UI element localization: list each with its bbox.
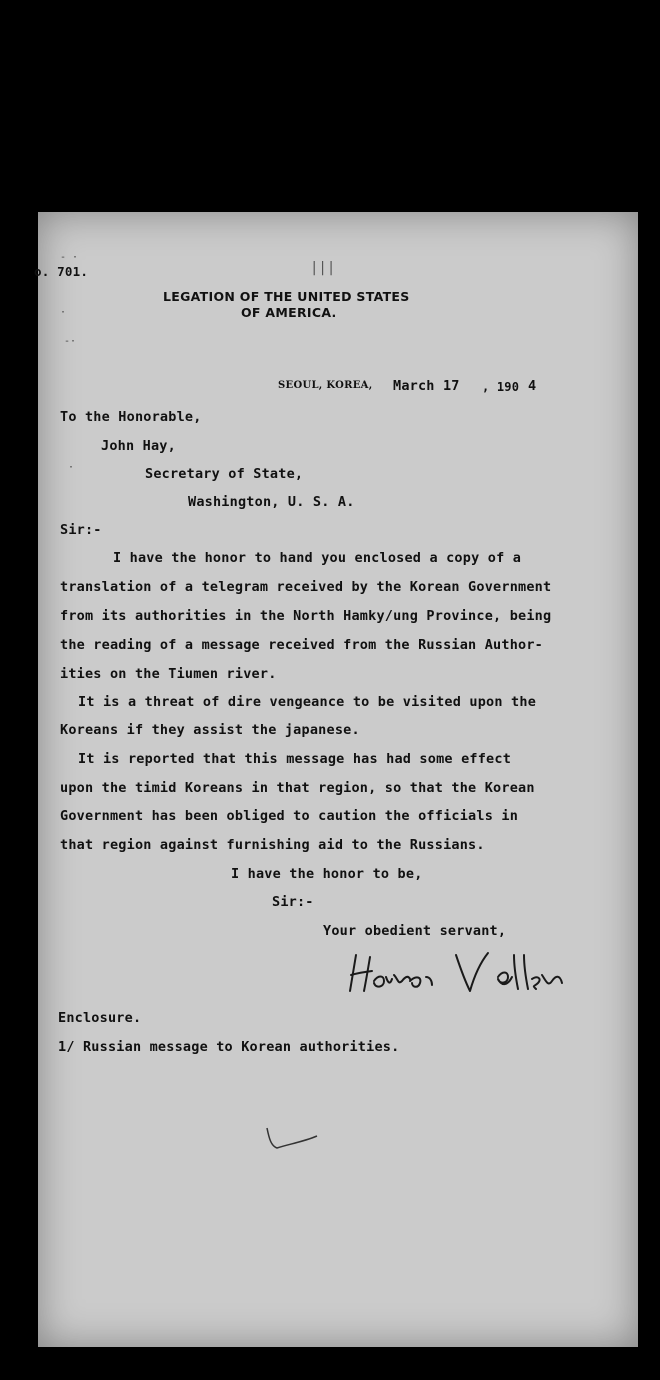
body-line: I have the honor to hand you enclosed a copy of a [113,550,522,566]
body-line: the reading of a message received from the Russian Author- [60,637,544,653]
despatch-number: o. 701. [34,264,89,279]
letterhead-line-2: OF AMERICA. [241,305,337,320]
stray-mark: · [68,462,75,473]
body-line: ities on the Tiumen river. [60,666,277,682]
address-honorific: To the Honorable, [60,409,202,425]
letterhead-line-1: LEGATION OF THE UNITED STATES [163,289,410,304]
body-line: Government has been obliged to caution the officials in [60,808,519,824]
dateline-place: SEOUL, KOREA, [278,380,373,391]
body-line: upon the timid Koreans in that region, so that the Korean [60,780,535,796]
closing-line-3: Your obedient servant, [323,923,507,939]
body-line: It is reported that this message has had some effect [78,751,512,767]
enclosure-item: 1/ Russian message to Korean authorities. [58,1039,400,1055]
stray-mark: ||| [310,260,336,276]
pencil-flourish [263,1124,323,1154]
closing-line-2: Sir:- [272,894,314,910]
body-line: that region against furnishing aid to the Russians. [60,837,485,853]
stray-mark: -· [64,336,77,347]
letter-page [34,212,638,1347]
dateline-year: , 190 [482,380,520,394]
body-line: It is a threat of dire vengeance to be visited upon the [78,694,537,710]
addressee-city: Washington, U. S. A. [188,494,355,510]
enclosure-heading: Enclosure. [58,1010,142,1026]
addressee-title: Secretary of State, [145,466,304,482]
body-line: Koreans if they assist the japanese. [60,722,360,738]
stray-mark: · [60,307,67,318]
stray-mark: - · [60,252,79,263]
dateline-date: March 17 [393,378,460,394]
body-line: translation of a telegram received by the Korean Government [60,579,552,595]
dateline-year-digit: 4 [528,378,537,394]
closing-line-1: I have the honor to be, [231,866,423,882]
addressee-name: John Hay, [101,438,176,454]
salutation: Sir:- [60,522,102,538]
body-line: from its authorities in the North Hamky/ung Province, being [60,608,552,624]
handwritten-signature [348,947,618,997]
